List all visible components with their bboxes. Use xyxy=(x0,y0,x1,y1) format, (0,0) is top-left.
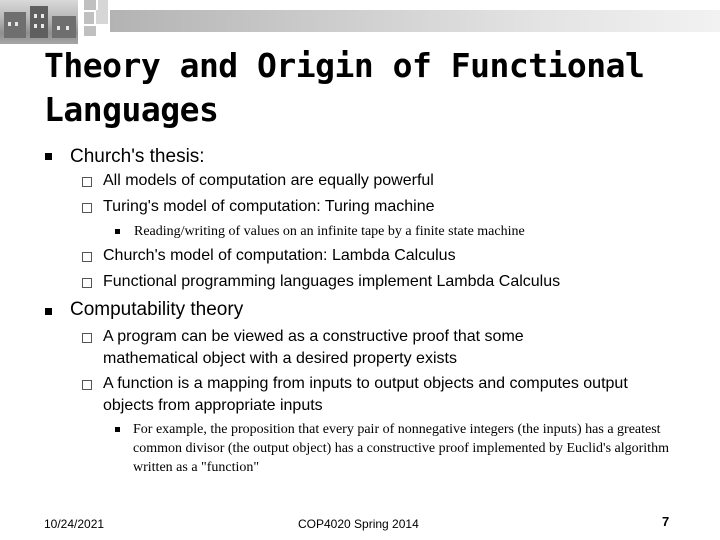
page-number: 7 xyxy=(662,514,670,529)
bullet-churchs-thesis: Church's thesis: xyxy=(70,146,205,167)
bullet-square-icon xyxy=(115,229,120,234)
sub-sub-bullet-tape: Reading/writing of values on an infinite tape by a finite state machine xyxy=(134,224,525,239)
hollow-square-bullet-icon xyxy=(82,203,92,213)
sub-bullet-lambda-calculus: Church's model of computation: Lambda Calculus xyxy=(103,247,456,264)
slide-title: Theory and Origin of Functional Languages xyxy=(44,46,645,129)
sub-bullet-constructive-proof: A program can be viewed as a constructive proof that some mathematical object with a desired property exists xyxy=(103,328,524,367)
header-tile xyxy=(96,10,108,24)
hollow-square-bullet-icon xyxy=(82,333,92,343)
header-tile xyxy=(84,12,94,24)
header-gradient-bar xyxy=(110,10,720,32)
bullet-square-icon xyxy=(45,153,52,160)
footer-date: 10/24/2021 xyxy=(44,517,105,531)
header-tile xyxy=(98,0,108,10)
hollow-square-bullet-icon xyxy=(82,252,92,262)
sub-bullet-function-mapping: A function is a mapping from inputs to output objects and computes output objects from appropriate inputs xyxy=(103,375,628,414)
header-building-image xyxy=(0,0,78,44)
sub-bullet-equally-powerful: All models of computation are equally powerful xyxy=(103,172,434,189)
hollow-square-bullet-icon xyxy=(82,380,92,390)
bullet-square-icon xyxy=(115,427,120,432)
sub-bullet-functional-languages: Functional programming languages implement Lambda Calculus xyxy=(103,273,561,290)
sub-bullet-turing-model: Turing's model of computation: Turing machine xyxy=(103,198,435,215)
bullet-computability-theory: Computability theory xyxy=(70,299,244,320)
hollow-square-bullet-icon xyxy=(82,278,92,288)
bullet-square-icon xyxy=(45,308,52,315)
footer-course: COP4020 Spring 2014 xyxy=(298,517,419,531)
hollow-square-bullet-icon xyxy=(82,177,92,187)
sub-sub-bullet-euclid-example: For example, the proposition that every pair of nonnegative integers (the inputs) has a greatest common divisor (the output object) has a constructive proof implemented by Euclid's algorithm written as a "function" xyxy=(133,422,669,475)
header-tile xyxy=(84,0,96,10)
header-tile xyxy=(84,26,96,36)
